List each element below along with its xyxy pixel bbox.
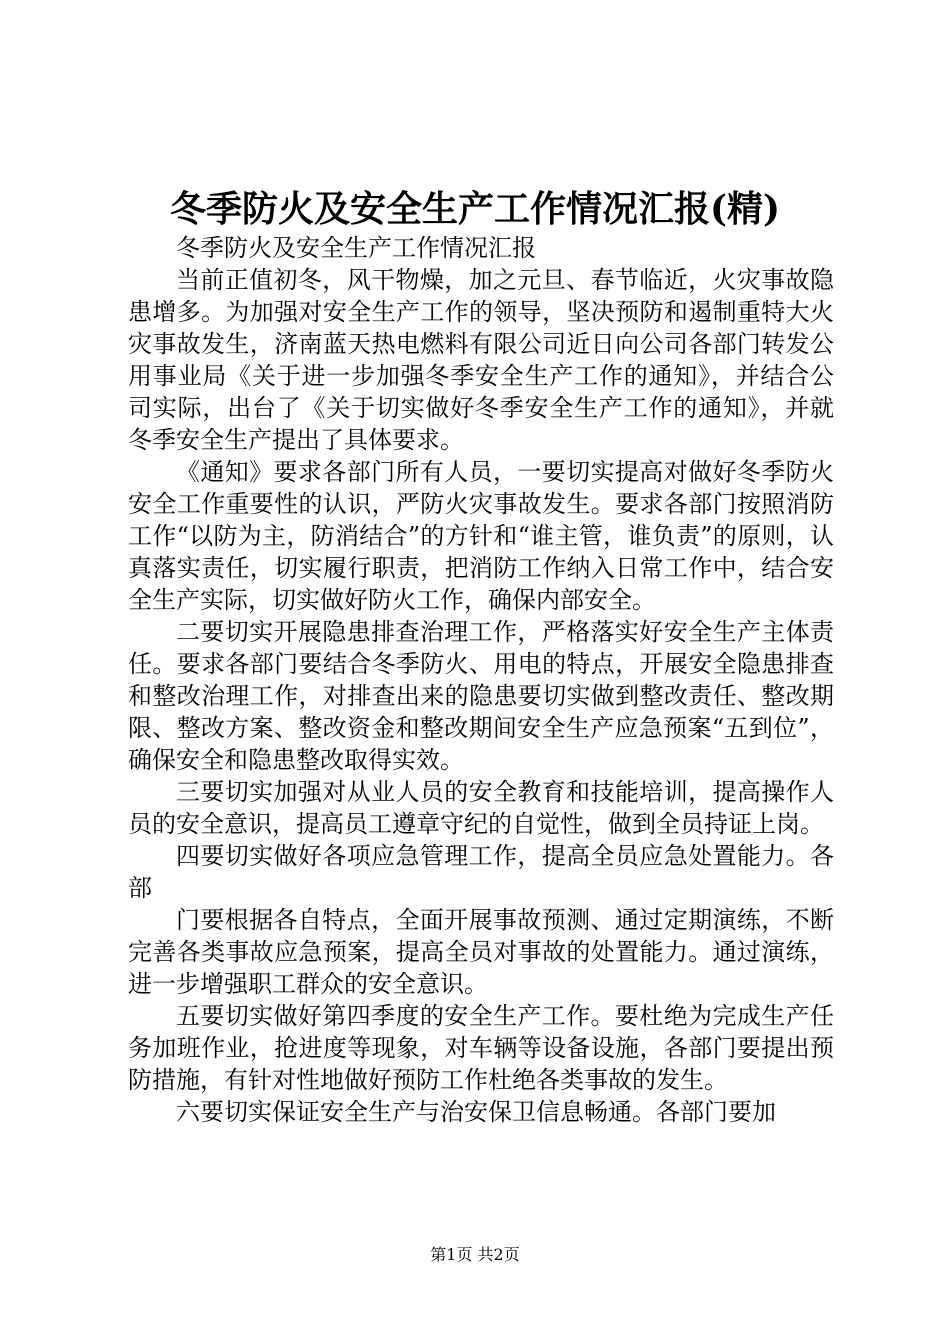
page-number-footer: 第1页 共2页 (430, 1245, 520, 1264)
paragraph: 五要切实做好第四季度的安全生产工作。要杜绝为完成生产任务加班作业，抢进度等现象，对车辆等设备设施，各部门要提出预防措施，有针对性地做好预防工作杜绝各类事故的发生。 (128, 1002, 834, 1094)
paragraph: 三要切实加强对从业人员的安全教育和技能培训，提高操作人员的安全意识，提高员工遵章守纪的自觉性，做到全员持证上岗。 (128, 778, 834, 838)
paragraph: 二要切实开展隐患排查治理工作，严格落实好安全生产主体责任。要求各部门要结合冬季防火、用电的特点，开展安全隐患排查和整改治理工作，对排查出来的隐患要切实做到整改责任、整改期限、整改方案、整改资金和整改期间安全生产应急预案“五到位”，确保安全和隐患整改取得实效。 (128, 618, 834, 774)
paragraph-subtitle: 冬季防火及安全生产工作情况汇报 (176, 234, 536, 262)
paragraph: 六要切实保证安全生产与治安保卫信息畅通。各部门要加 (176, 1098, 776, 1126)
document-title: 冬季防火及安全生产工作情况汇报(精) (169, 188, 781, 230)
paragraph: 四要切实做好各项应急管理工作，提高全员应急处置能力。各部 (128, 842, 834, 902)
paragraph: 《通知》要求各部门所有人员，一要切实提高对做好冬季防火安全工作重要性的认识，严防火灾事故发生。要求各部门按照消防工作“以防为主，防消结合”的方针和“谁主管，谁负责”的原则，认真落实责任，切实履行职责，把消防工作纳入日常工作中，结合安全生产实际，切实做好防火工作，确保内部安全。 (128, 458, 834, 614)
paragraph: 门要根据各自特点，全面开展事故预测、通过定期演练，不断完善各类事故应急预案，提高全员对事故的处置能力。通过演练，进一步增强职工群众的安全意识。 (128, 906, 834, 998)
paragraph: 当前正值初冬，风干物燥，加之元旦、春节临近，火灾事故隐患增多。为加强对安全生产工作的领导，坚决预防和遏制重特大火灾事故发生，济南蓝天热电燃料有限公司近日向公司各部门转发公用事业局《关于进一步加强冬季安全生产工作的通知》，并结合公司实际，出台了《关于切实做好冬季安全生产工作的通知》，并就冬季安全生产提出了具体要求。 (128, 266, 834, 454)
document-body (128, 232, 834, 1128)
